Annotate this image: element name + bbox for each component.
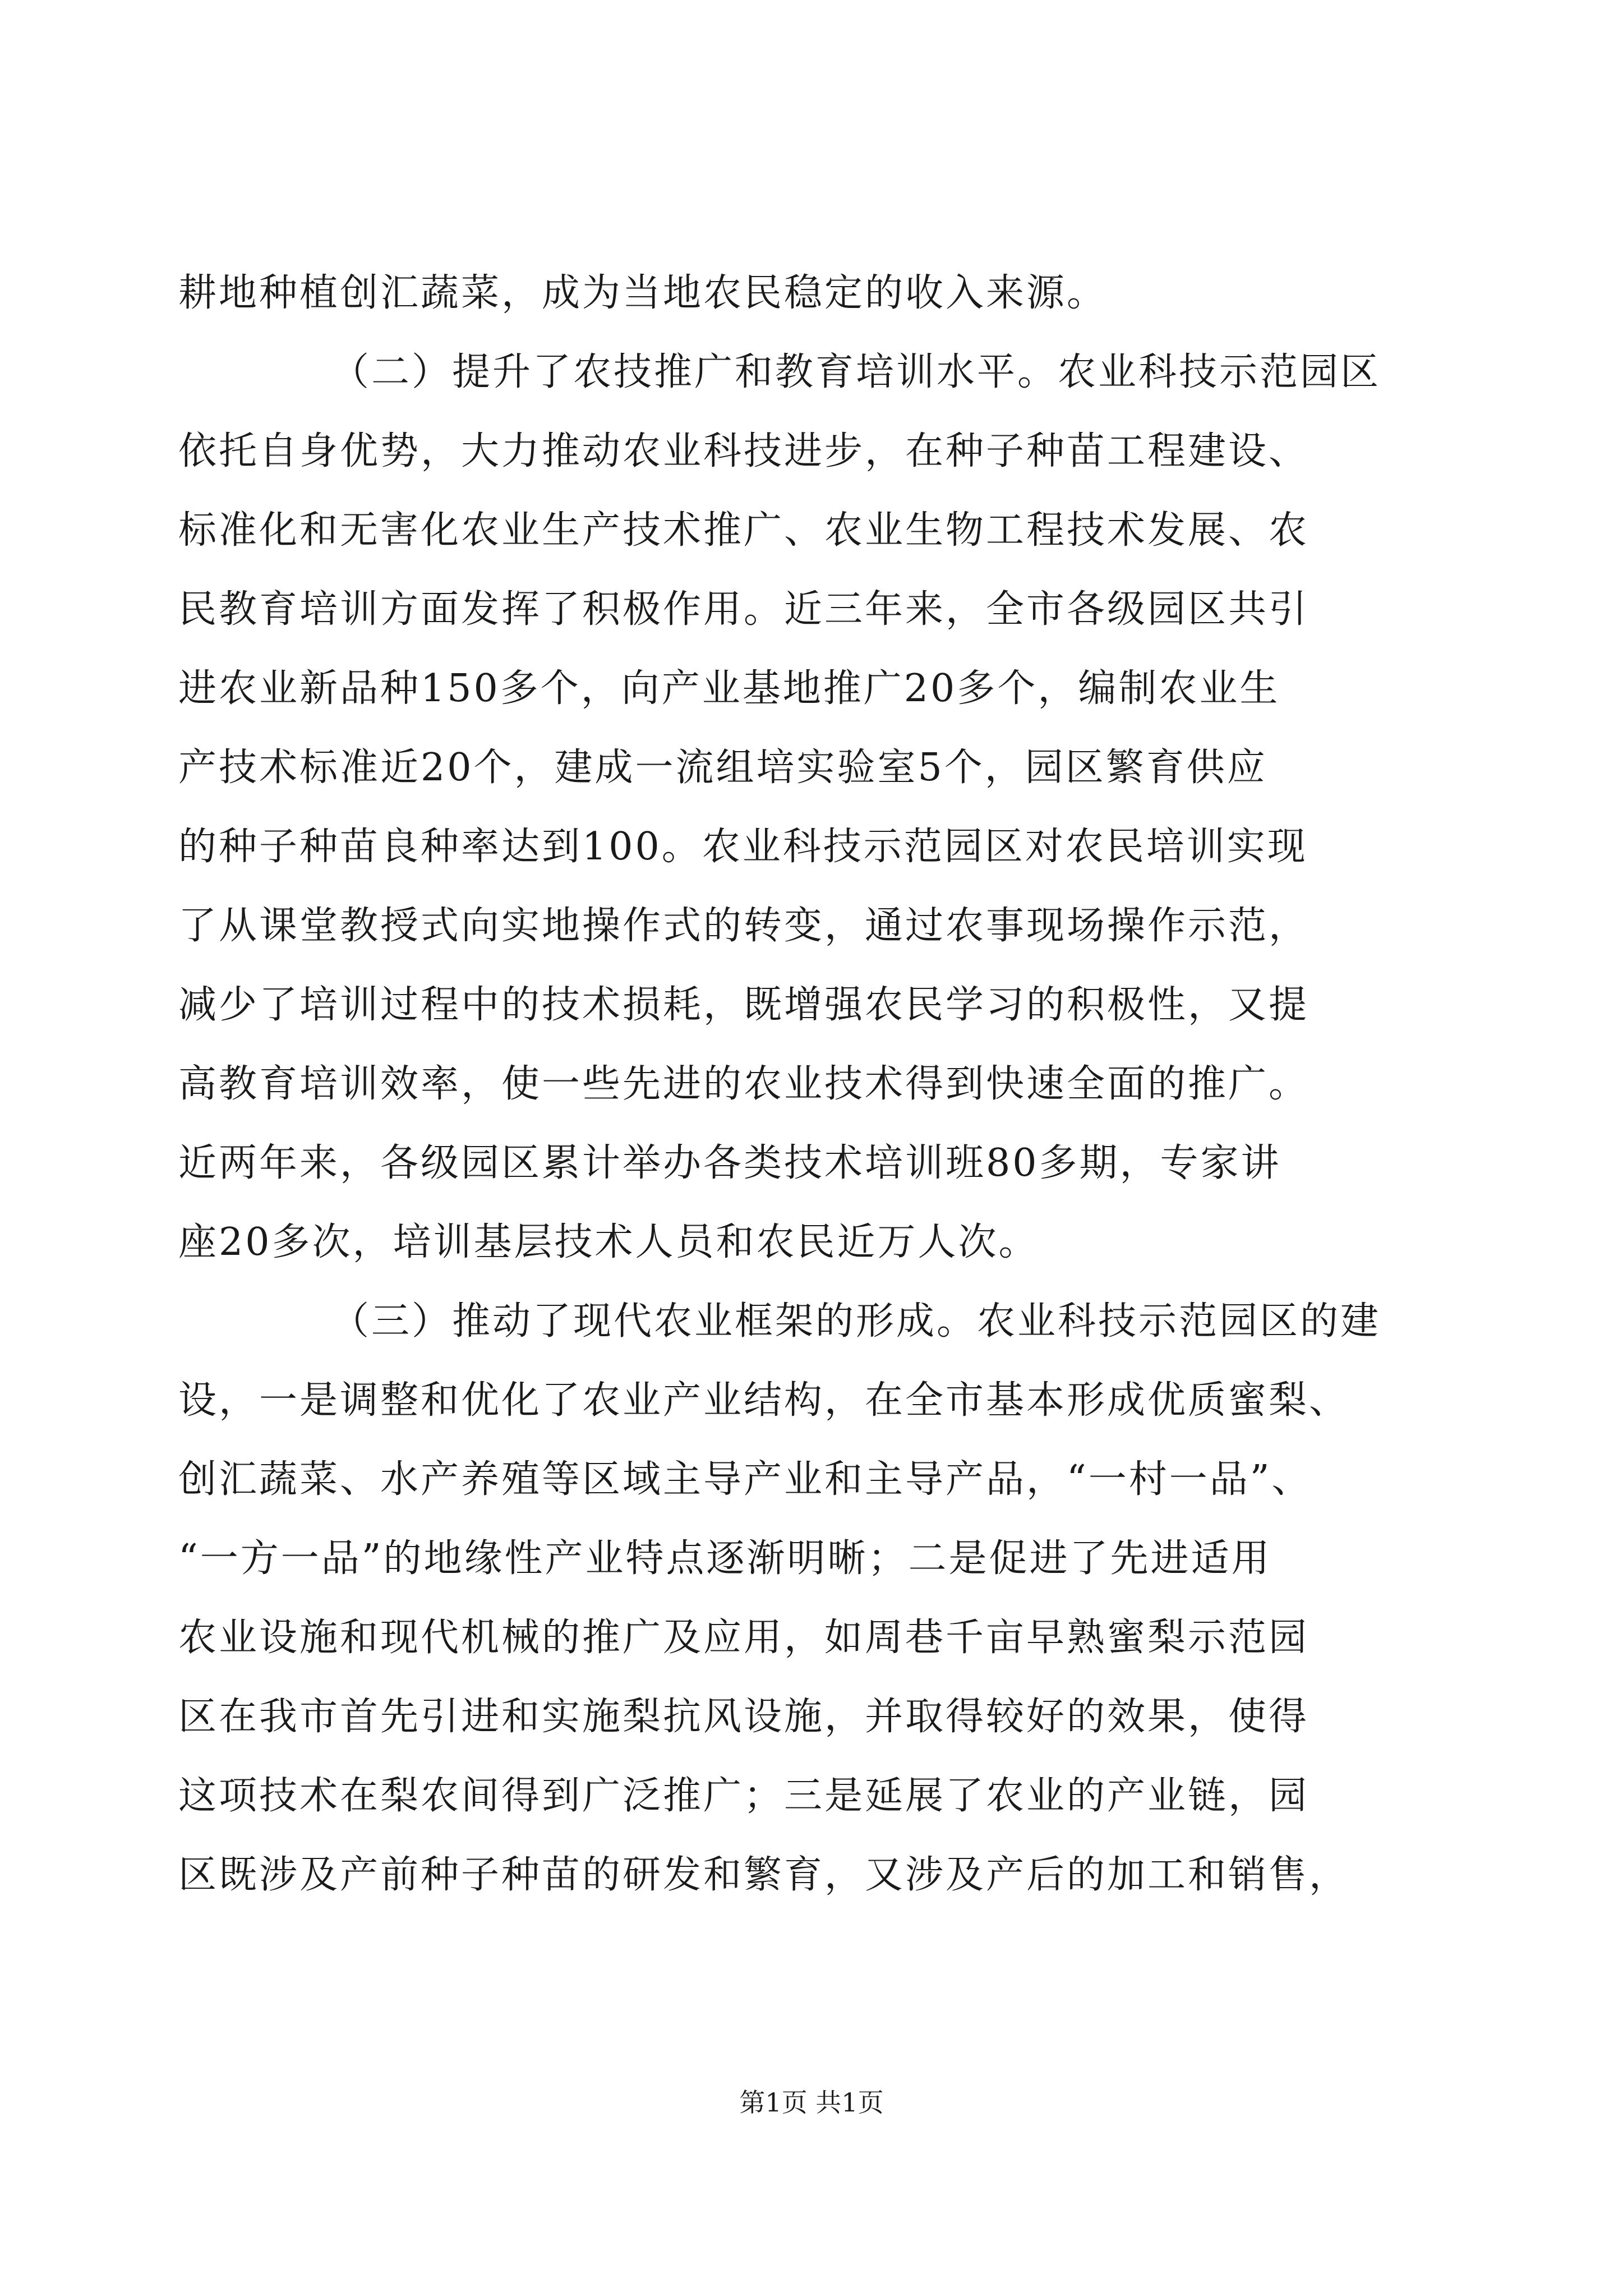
text-line: 这项技术在梨农间得到广泛推广；三是延展了农业的产业链，园 xyxy=(178,1774,1310,1818)
body-text xyxy=(178,254,1457,1915)
text-line: 标准化和无害化农业生产技术推广、农业生物工程技术发展、农 xyxy=(178,508,1310,553)
text-line: 区既涉及产前种子种苗的研发和繁育，又涉及产后的加工和销售， xyxy=(178,1853,1350,1897)
text-line: 民教育培训方面发挥了积极作用。近三年来，全市各级园区共引 xyxy=(178,587,1310,632)
paragraph-start-line: （二）提升了农技推广和教育培训水平。农业科技示范园区 xyxy=(331,350,1381,394)
text-line: “一方一品”的地缘性产业特点逐渐明晰；二是促进了先进适用 xyxy=(178,1536,1272,1581)
text-line: 设，一是调整和优化了农业产业结构，在全市基本形成优质蜜梨、 xyxy=(178,1378,1350,1423)
text-line: 座20多次，培训基层技术人员和农民近万人次。 xyxy=(178,1220,1039,1264)
text-line: 近两年来，各级园区累计举办各类技术培训班80多期，专家讲 xyxy=(178,1141,1281,1185)
text-line: 农业设施和现代机械的推广及应用，如周巷千亩早熟蜜梨示范园 xyxy=(178,1616,1310,1660)
text-line: 产技术标准近20个，建成一流组培实验室5个，园区繁育供应 xyxy=(178,746,1267,790)
text-line: 耕地种植创汇蔬菜，成为当地农民稳定的收入来源。 xyxy=(178,271,1108,315)
text-line: 创汇蔬菜、水产养殖等区域主导产业和主导产品，“一村一品”、 xyxy=(178,1457,1312,1502)
text-line: 的种子种苗良种率达到100。农业科技示范园区对农民培训实现 xyxy=(178,825,1308,869)
text-line: 减少了培训过程中的技术损耗，既增强农民学习的积极性，又提 xyxy=(178,983,1310,1027)
text-line: 进农业新品种150多个，向产业基地推广20多个，编制农业生 xyxy=(178,666,1280,711)
text-line: 依托自身优势，大力推动农业科技进步，在种子种苗工程建设、 xyxy=(178,429,1310,473)
paragraph-start-line: （三）推动了现代农业框架的形成。农业科技示范园区的建 xyxy=(331,1299,1381,1343)
text-line: 高教育培训效率，使一些先进的农业技术得到快速全面的推广。 xyxy=(178,1062,1310,1106)
text-line: 了从课堂教授式向实地操作式的转变，通过农事现场操作示范， xyxy=(178,904,1310,948)
text-line: 区在我市首先引进和实施梨抗风设施，并取得较好的效果，使得 xyxy=(178,1695,1310,1739)
page-footer: 第1页 共1页 xyxy=(739,2087,884,2118)
